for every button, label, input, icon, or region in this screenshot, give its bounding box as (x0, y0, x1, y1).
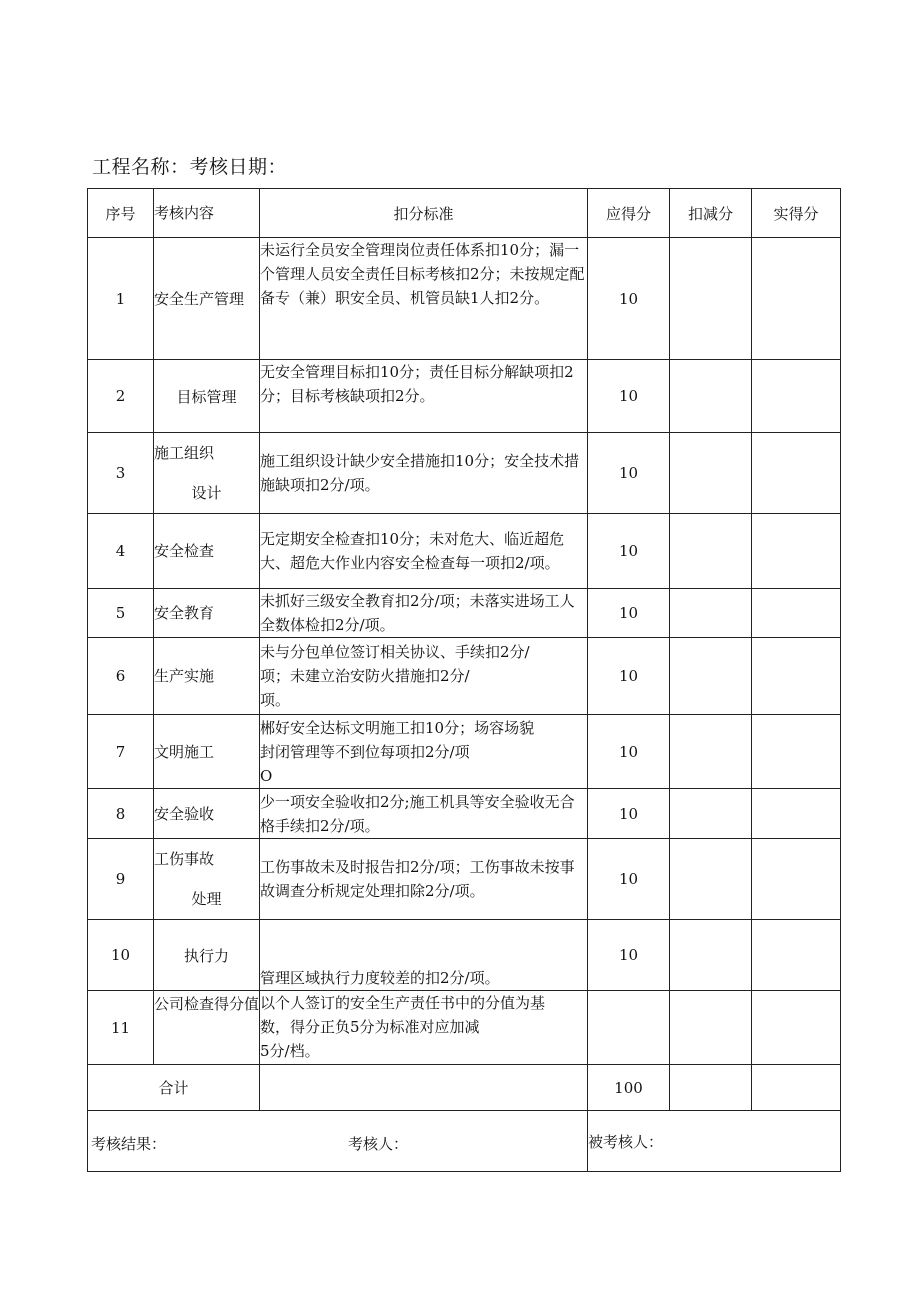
table-row (88, 839, 841, 920)
column-header-actual: 实得分 (752, 189, 841, 238)
row-actual (752, 789, 841, 839)
row-score: 10 (588, 514, 670, 589)
table-row (88, 514, 841, 589)
total-criteria (260, 1065, 588, 1111)
row-content: 安全生产管理 (154, 238, 260, 360)
row-deduct (670, 589, 752, 638)
row-no: 3 (88, 433, 154, 514)
assessment-table (87, 188, 841, 1172)
row-criteria: 未运行全员安全管理岗位责任体系扣10分；漏一个管理人员安全责任目标考核扣2分；未按规定配备专（兼）职安全员、机管员缺1人扣2分。 (260, 238, 588, 360)
total-score: 100 (588, 1065, 670, 1111)
page-title: 工程名称：考核日期： (92, 156, 288, 178)
row-deduct (670, 433, 752, 514)
criteria-line: 5分/档。 (260, 1042, 320, 1060)
criteria-line: O (260, 766, 273, 785)
total-label: 合计 (88, 1065, 260, 1111)
criteria-line: 未与分包单位签订相关协议、手续扣2分/ (260, 643, 530, 661)
row-no: 2 (88, 360, 154, 433)
row-deduct (670, 638, 752, 715)
row-score: 10 (588, 789, 670, 839)
criteria-line: 项；未建立治安防火措施扣2分/ (260, 667, 470, 685)
assessee-label: 被考核人： (588, 1111, 841, 1172)
row-actual (752, 991, 841, 1065)
column-header-deduct: 扣减分 (670, 189, 752, 238)
criteria-line: 郴好安全达标文明施工扣10分；场容场貌 (260, 718, 535, 737)
row-content: 公司检查得分值 (154, 991, 260, 1065)
row-criteria: 少一项安全验收扣2分;施工机具等安全验收无合格手续扣2分/项。 (260, 789, 588, 839)
column-header-no: 序号 (88, 189, 154, 238)
row-actual (752, 715, 841, 789)
assessor-label: 考核人： (348, 1135, 409, 1153)
table-row (88, 991, 841, 1065)
row-content (154, 839, 260, 920)
table-row (88, 789, 841, 839)
row-no: 10 (88, 920, 154, 991)
criteria-line: 项。 (260, 691, 291, 709)
row-criteria: 施工组织设计缺少安全措施扣10分；安全技术措施缺项扣2分/项。 (260, 433, 588, 514)
row-score: 10 (588, 839, 670, 920)
row-score: 10 (588, 638, 670, 715)
table-row (88, 433, 841, 514)
row-criteria: 工伤事故未及时报告扣2分/项；工伤事故未按事故调查分析规定处理扣除2分/项。 (260, 839, 588, 920)
row-content: 安全验收 (154, 789, 260, 839)
row-actual (752, 920, 841, 991)
row-deduct (670, 789, 752, 839)
row-content (154, 433, 260, 514)
table-row (88, 920, 841, 991)
row-deduct (670, 238, 752, 360)
row-actual (752, 360, 841, 433)
row-actual (752, 638, 841, 715)
row-criteria (260, 638, 588, 715)
row-content: 执行力 (154, 920, 260, 991)
row-actual (752, 839, 841, 920)
column-header-criteria: 扣分标准 (260, 189, 588, 238)
row-content: 安全教育 (154, 589, 260, 638)
table-row (88, 238, 841, 360)
row-actual (752, 589, 841, 638)
criteria-line: 以个人签订的安全生产责任书中的分值为基 (260, 994, 546, 1012)
row-no: 6 (88, 638, 154, 715)
table-row (88, 715, 841, 789)
row-no: 11 (88, 991, 154, 1065)
row-criteria: 管理区域执行力度较差的扣2分/项。 (260, 920, 588, 991)
table-row (88, 638, 841, 715)
table-row (88, 360, 841, 433)
row-score (588, 991, 670, 1065)
row-content: 生产实施 (154, 638, 260, 715)
row-actual (752, 433, 841, 514)
row-deduct (670, 839, 752, 920)
column-header-score: 应得分 (588, 189, 670, 238)
row-deduct (670, 360, 752, 433)
row-content-line-2: 设计 (191, 484, 222, 502)
table-row (88, 589, 841, 638)
criteria-line: 封闭管理等不到位每项扣2分/项 (260, 742, 470, 761)
row-score: 10 (588, 920, 670, 991)
row-deduct (670, 991, 752, 1065)
row-no: 7 (88, 715, 154, 789)
total-actual (752, 1065, 841, 1111)
total-row (88, 1065, 841, 1111)
footer-left (88, 1111, 588, 1172)
row-score: 10 (588, 433, 670, 514)
row-score: 10 (588, 238, 670, 360)
result-label: 考核结果： (91, 1135, 167, 1153)
row-no: 8 (88, 789, 154, 839)
column-header-content: 考核内容 (154, 189, 260, 238)
row-criteria: 未抓好三级安全教育扣2分/项；未落实进场工人全数体检扣2分/项。 (260, 589, 588, 638)
footer-row (88, 1111, 841, 1172)
row-content-line-2: 处理 (191, 890, 222, 908)
total-deduct (670, 1065, 752, 1111)
row-score: 10 (588, 589, 670, 638)
row-deduct (670, 715, 752, 789)
row-score: 10 (588, 715, 670, 789)
row-content: 文明施工 (154, 715, 260, 789)
table-header-row (88, 189, 841, 238)
row-no: 5 (88, 589, 154, 638)
row-criteria (260, 991, 588, 1065)
row-no: 1 (88, 238, 154, 360)
row-no: 4 (88, 514, 154, 589)
row-criteria (260, 715, 588, 789)
row-content-line-1: 施工组织 (154, 444, 215, 462)
row-actual (752, 238, 841, 360)
row-actual (752, 514, 841, 589)
row-deduct (670, 514, 752, 589)
row-content: 目标管理 (154, 360, 260, 433)
row-content: 安全检查 (154, 514, 260, 589)
row-score: 10 (588, 360, 670, 433)
row-no: 9 (88, 839, 154, 920)
row-deduct (670, 920, 752, 991)
criteria-line: 数，得分正负5分为标准对应加减 (260, 1018, 480, 1036)
row-content-line-1: 工伤事故 (154, 850, 215, 868)
row-criteria: 无定期安全检查扣10分；未对危大、临近超危大、超危大作业内容安全检查每一项扣2/项。 (260, 514, 588, 589)
row-criteria: 无安全管理目标扣10分；责任目标分解缺项扣2分；目标考核缺项扣2分。 (260, 360, 588, 433)
